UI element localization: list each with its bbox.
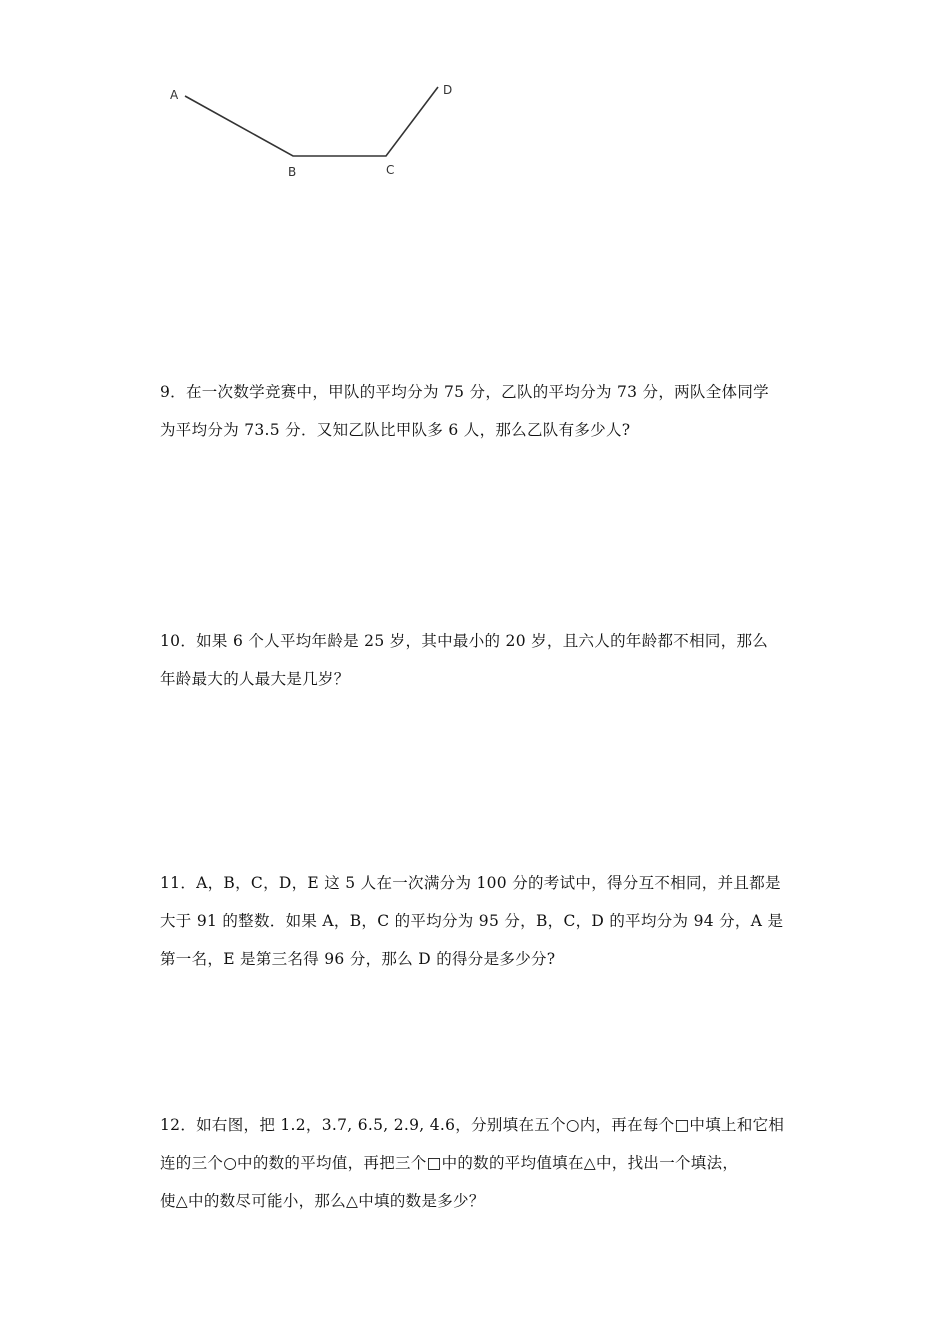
question-line: 12．如右图，把 1.2，3.7, 6.5, 2.9, 4.6，分别填在五个○内，再在每个□中填上和它相: [160, 1116, 785, 1134]
question-line: 10．如果 6 个人平均年龄是 25 岁，其中最小的 20 岁，且六人的年龄都不相同，那么: [160, 632, 769, 650]
question-12: [160, 1106, 790, 1220]
question-10: [160, 622, 790, 698]
question-line: 连的三个○中的数的平均值，再把三个□中的数的平均值填在△中，找出一个填法，: [160, 1154, 739, 1172]
question-line: 年龄最大的人最大是几岁？: [160, 670, 350, 688]
question-9: [160, 373, 790, 449]
question-line: 第一名，E 是第三名得 96 分，那么 D 的得分是多少分?: [160, 950, 556, 968]
point-label-a: A: [170, 88, 179, 102]
point-label-c: C: [386, 163, 395, 177]
question-line: 为平均分为 73.5 分．又知乙队比甲队多 6 人，那么乙队有多少人?: [160, 421, 631, 439]
polyline-abcd: [185, 87, 438, 156]
question-11: [160, 864, 790, 978]
polyline-figure-abcd: [160, 76, 460, 186]
question-line: 使△中的数尽可能小，那么△中填的数是多少？: [160, 1192, 485, 1210]
polyline-diagram: [160, 76, 460, 186]
question-line: 9．在一次数学竞赛中，甲队的平均分为 75 分，乙队的平均分为 73 分，两队全体同学: [160, 383, 769, 401]
question-line: 11．A，B，C，D，E 这 5 人在一次满分为 100 分的考试中，得分互不相同，并且都是: [160, 874, 781, 892]
point-label-b: B: [288, 165, 297, 179]
question-line: 大于 91 的整数．如果 A，B，C 的平均分为 95 分，B，C，D 的平均分为 94 分，A 是: [160, 912, 784, 930]
point-label-d: D: [443, 83, 453, 97]
